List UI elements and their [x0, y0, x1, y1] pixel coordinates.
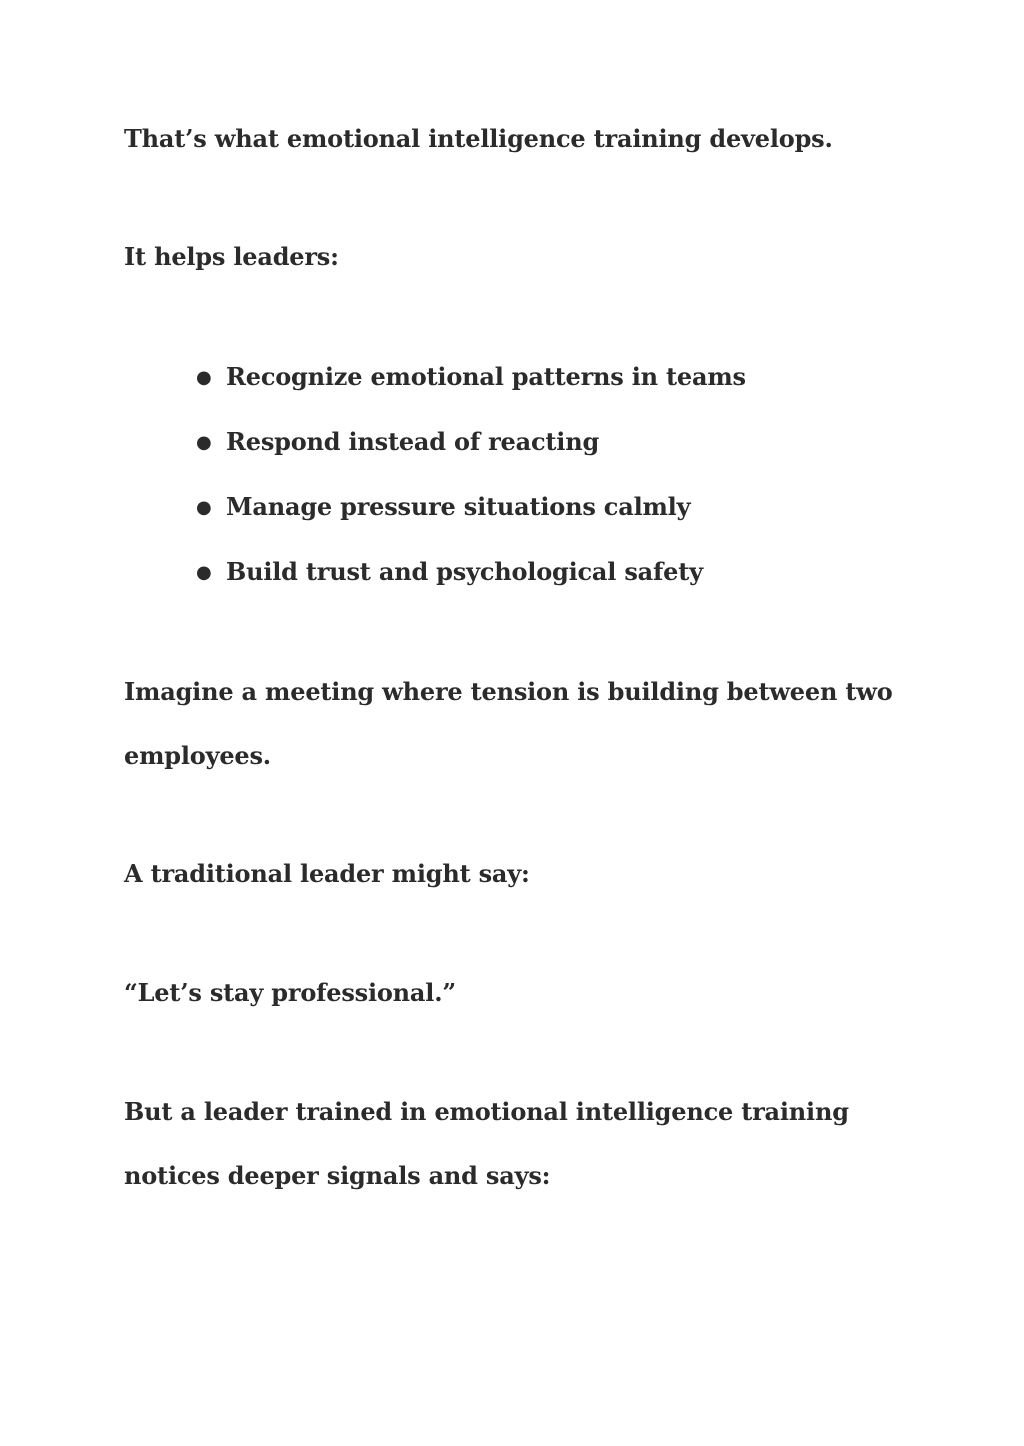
trained-leader-paragraph-line-2: notices deeper signals and says: — [124, 1161, 551, 1190]
quote-paragraph: “Let’s stay professional.” — [124, 978, 456, 1007]
list-item-text: Build trust and psychological safety — [226, 557, 703, 586]
bullet-icon: ● — [196, 497, 212, 518]
bullet-icon: ● — [196, 562, 212, 583]
trained-leader-paragraph-line-1: But a leader trained in emotional intelligence training — [124, 1097, 849, 1126]
intro-paragraph: That’s what emotional intelligence training develops. — [124, 124, 833, 153]
list-item-text: Recognize emotional patterns in teams — [226, 362, 746, 391]
list-item — [196, 557, 703, 588]
list-item — [196, 362, 746, 393]
list-item-text: Manage pressure situations calmly — [226, 492, 691, 521]
traditional-leader-paragraph: A traditional leader might say: — [124, 859, 530, 888]
list-item — [196, 427, 599, 458]
bullet-icon: ● — [196, 367, 212, 388]
helps-leaders-heading: It helps leaders: — [124, 242, 339, 271]
list-item-text: Respond instead of reacting — [226, 427, 600, 456]
bullet-icon: ● — [196, 432, 212, 453]
imagine-paragraph-line-1: Imagine a meeting where tension is building between two — [124, 677, 893, 706]
imagine-paragraph-line-2: employees. — [124, 741, 271, 770]
list-item — [196, 492, 690, 523]
